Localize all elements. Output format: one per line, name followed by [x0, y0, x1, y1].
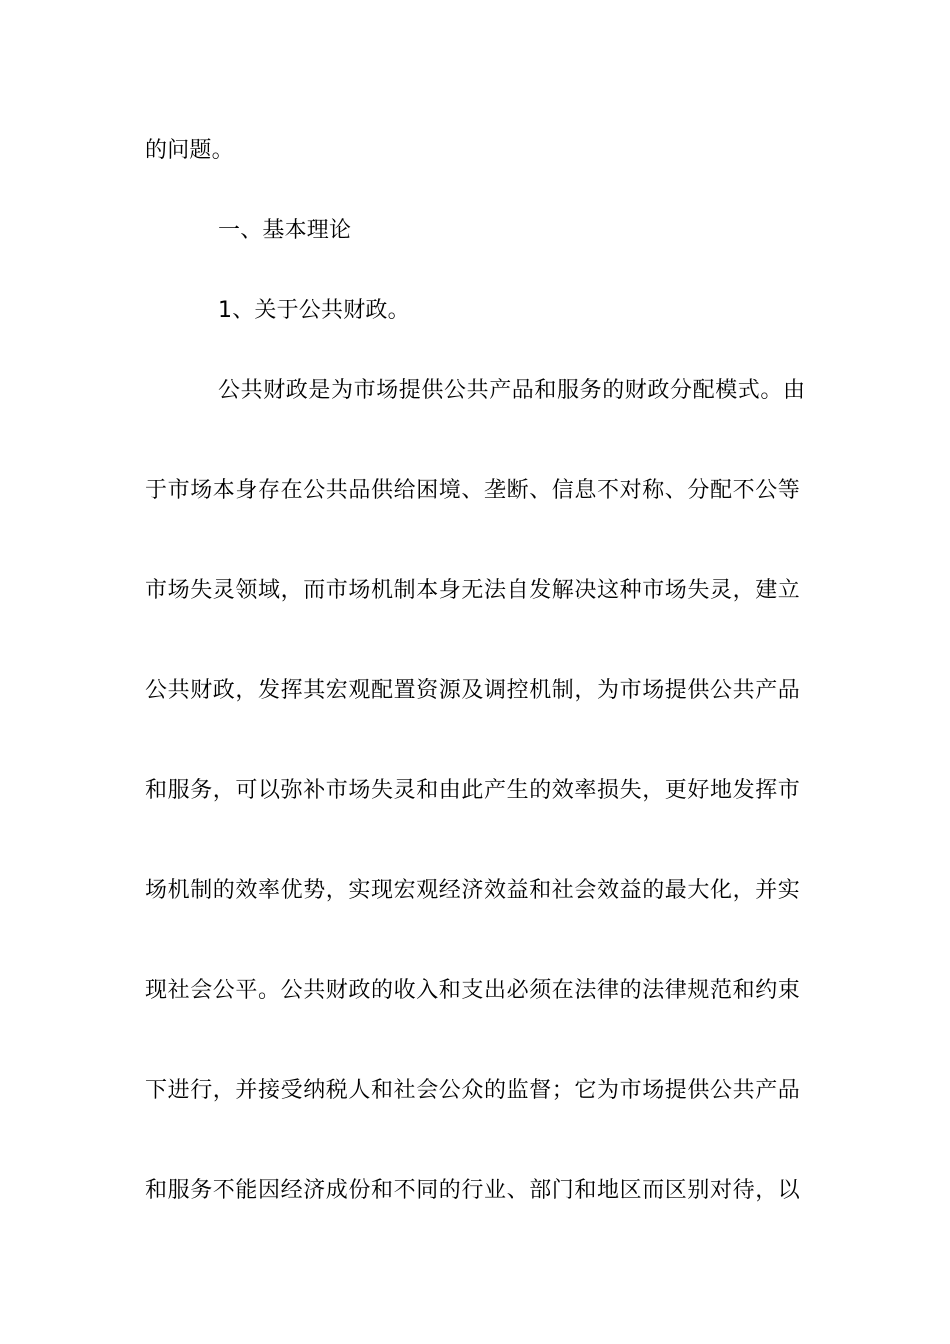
paragraph-line: 公共财政，发挥其宏观配置资源及调控机制，为市场提供公共产品 — [145, 678, 801, 703]
paragraph-line: 现社会公平。公共财政的收入和支出必须在法律的法律规范和约束 — [145, 978, 801, 1003]
subsection-heading: 1、关于公共财政。 — [218, 298, 410, 323]
text-fragment: 的问题。 — [145, 138, 234, 163]
paragraph-line: 市场失灵领域，而市场机制本身无法自发解决这种市场失灵，建立 — [145, 578, 801, 603]
paragraph-line: 和服务，可以弥补市场失灵和由此产生的效率损失，更好地发挥市 — [145, 778, 801, 803]
section-heading: 一、基本理论 — [218, 218, 352, 243]
paragraph-line: 和服务不能因经济成份和不同的行业、部门和地区而区别对待，以 — [145, 1178, 801, 1203]
paragraph-line: 于市场本身存在公共品供给困境、垄断、信息不对称、分配不公等 — [145, 478, 801, 503]
paragraph-line: 公共财政是为市场提供公共产品和服务的财政分配模式。由 — [218, 378, 806, 403]
paragraph-line: 场机制的效率优势，实现宏观经济效益和社会效益的最大化，并实 — [145, 878, 801, 903]
paragraph-line: 下进行，并接受纳税人和社会公众的监督；它为市场提供公共产品 — [145, 1078, 801, 1103]
